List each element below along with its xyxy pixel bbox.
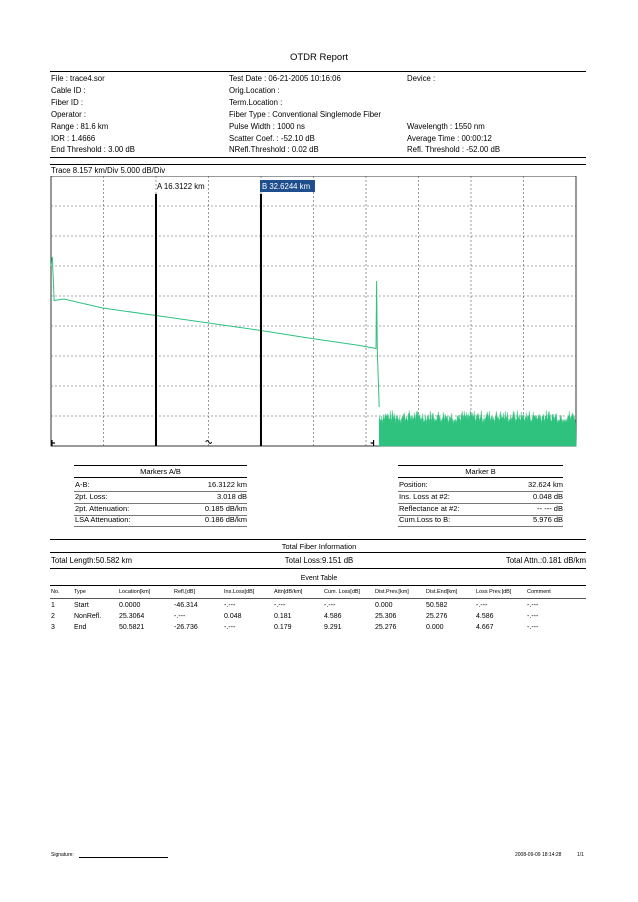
event-cell: 4.667 xyxy=(476,624,494,631)
event-cell: -.--- xyxy=(527,613,539,620)
otdr-trace-chart xyxy=(44,176,589,456)
markers-ab-head-rule xyxy=(74,477,247,478)
event-cell: End xyxy=(74,624,87,631)
event-cell: 9.291 xyxy=(324,624,342,631)
marker-b-row-value: 0.048 dB xyxy=(532,491,563,501)
event-table-head-rule xyxy=(50,598,586,599)
event-cell: -.--- xyxy=(274,602,286,609)
marker-b-row-label: Ins. Loss at #2: xyxy=(399,491,450,501)
header-file-line: File : trace4.sor xyxy=(51,74,105,83)
event-cell: 2 xyxy=(51,613,55,620)
marker-b-row-rule xyxy=(398,526,563,527)
header-device-line: Refl. Threshold : -52.00 dB xyxy=(407,145,501,155)
markers-ab-row-label: 2pt. Loss: xyxy=(75,491,108,501)
report-title: OTDR Report xyxy=(289,52,349,63)
event-cell: -.--- xyxy=(476,602,488,609)
total-fiber-mid-rule xyxy=(50,552,586,553)
markers-ab-row-label: LSA Attenuation: xyxy=(75,515,131,525)
event-cell: 4.586 xyxy=(476,613,494,620)
event-table-title: Event Table xyxy=(300,575,338,582)
header-file-line: Fiber ID : xyxy=(51,97,84,107)
marker-b-top-rule xyxy=(398,465,563,466)
total-length: Total Length:50.582 km xyxy=(51,556,133,565)
event-cell: 25.276 xyxy=(426,613,448,620)
markers-ab-row-value: 3.018 dB xyxy=(216,491,247,501)
markers-ab-row-label: 2pt. Attenuation: xyxy=(75,503,130,513)
header-device-line: Wavelength : 1550 nm xyxy=(407,121,485,131)
header-device-line: Average Time : 00:00:12 xyxy=(407,133,492,143)
event-col-header: Dist.Prev.[km] xyxy=(375,589,409,595)
marker-b-head-rule xyxy=(398,477,563,478)
event-cell: 25.306 xyxy=(375,613,397,620)
event-cell: 0.179 xyxy=(274,624,292,631)
event-cell: 3 xyxy=(51,624,55,631)
marker-b-label[interactable]: B 32.6244 km xyxy=(261,182,311,191)
event-cell: -.--- xyxy=(224,602,236,609)
header-file-line: End Threshold : 3.00 dB xyxy=(51,145,135,155)
marker-b-row-value: 32.624 km xyxy=(527,480,563,489)
trace-label: Trace 8.157 km/Div 5.000 dB/Div xyxy=(51,166,166,175)
marker-b-row-label: Reflectance at #2: xyxy=(399,503,460,513)
noise-floor xyxy=(379,410,576,446)
event-cell: -.--- xyxy=(324,602,336,609)
event-cell: 0.000 xyxy=(426,624,444,631)
markers-ab-row-rule xyxy=(74,526,247,527)
total-attn: Total Attn.:0.181 dB/km xyxy=(505,556,586,565)
event-col-header: No. xyxy=(51,589,60,595)
event-cell: 25.276 xyxy=(375,624,397,631)
header-file-line: Range : 81.6 km xyxy=(51,121,109,131)
total-fiber-top-rule xyxy=(50,539,586,540)
signature-label: Signature: xyxy=(51,852,74,858)
event-cell: 0.048 xyxy=(224,613,242,620)
trace-line xyxy=(51,257,379,407)
chart-markers xyxy=(156,180,315,446)
marker-b-row-value: 5.976 dB xyxy=(532,515,563,525)
event-col-header: Type xyxy=(74,589,86,595)
event-cell: 0.000 xyxy=(375,602,393,609)
markers-ab-row-value: 0.186 dB/km xyxy=(204,515,247,525)
event-table-title-rule xyxy=(50,585,586,586)
markers-ab-title: Markers A/B xyxy=(140,467,181,476)
event-cell: -26.736 xyxy=(174,624,198,631)
event-col-header: Loss Prev.[dB] xyxy=(476,589,512,595)
header-device-line: Device : xyxy=(407,74,436,83)
total-fiber-bottom-rule xyxy=(50,568,586,569)
header-test-line: Orig.Location : xyxy=(229,85,280,95)
event-cell: -.--- xyxy=(174,613,186,620)
event-cell: 50.582 xyxy=(426,602,448,609)
event-cell: 1 xyxy=(51,602,55,609)
event-cell: -.--- xyxy=(527,624,539,631)
footer-timestamp: 2008-09-09 18:14:28 xyxy=(515,852,562,858)
event-cell: -46.314 xyxy=(174,602,198,609)
markers-ab-row-value: 0.185 dB/km xyxy=(204,503,247,513)
header-file-line: IOR : 1.4666 xyxy=(51,133,96,143)
event-col-header: Dist.End[km] xyxy=(426,589,458,595)
header-test-line: NRefl.Threshold : 0.02 dB xyxy=(229,145,319,155)
header-file-line: Cable ID : xyxy=(51,85,86,95)
marker-b-row-label: Position: xyxy=(399,480,428,489)
event-cell: 50.5821 xyxy=(119,624,145,631)
start-glyph xyxy=(52,440,55,446)
total-loss: Total Loss:9.151 dB xyxy=(284,556,354,565)
marker-b-row-label: Cum.Loss to B: xyxy=(399,515,451,525)
header-test-line: Test Date : 06-21-2005 10:16:06 xyxy=(229,74,341,83)
chart-grid xyxy=(51,176,576,446)
signature-line[interactable] xyxy=(79,857,168,858)
event-col-header: Location[km] xyxy=(119,589,151,595)
header-top-rule xyxy=(50,71,586,72)
header-file-line: Operator : xyxy=(51,109,87,119)
event-col-header: Cum. Loss[dB] xyxy=(324,589,361,595)
event-cell: 0.0000 xyxy=(119,602,141,609)
end-glyph xyxy=(371,440,374,446)
markers-ab-row-value: 16.3122 km xyxy=(207,480,247,489)
markers-ab-top-rule xyxy=(74,465,247,466)
header-test-line: Term.Location : xyxy=(229,97,283,107)
event-cell: 0.181 xyxy=(274,613,292,620)
header-test-line: Pulse Width : 1000 ns xyxy=(229,121,305,131)
event-col-header: Attn[dB/km] xyxy=(274,589,303,595)
total-fiber-title: Total Fiber Information xyxy=(281,542,357,551)
event-cell: NonRefl. xyxy=(74,613,102,620)
trace-top-rule xyxy=(50,164,586,165)
event-cell: 4.586 xyxy=(324,613,342,620)
header-bottom-rule xyxy=(50,157,586,158)
marker-a-label[interactable]: A 16.3122 km xyxy=(156,182,205,191)
event-col-header: Refl.[dB] xyxy=(174,589,196,595)
event-col-header: Comment xyxy=(527,589,551,595)
event-cell: Start xyxy=(74,602,89,609)
header-test-line: Scatter Coef. : -52.10 dB xyxy=(229,133,315,143)
event-cell: -.--- xyxy=(527,602,539,609)
header-test-line: Fiber Type : Conventional Singlemode Fiber xyxy=(229,109,381,119)
footer-page: 1/1 xyxy=(577,852,584,858)
marker-b-row-value: -- --- dB xyxy=(537,503,563,513)
markers-ab-row-label: A-B: xyxy=(75,480,90,489)
marker-b-title: Marker B xyxy=(465,467,496,476)
event-col-header: Ins.Loss[dB] xyxy=(224,589,255,595)
event-cell: 25.3064 xyxy=(119,613,145,620)
event-cell: -.--- xyxy=(224,624,236,631)
